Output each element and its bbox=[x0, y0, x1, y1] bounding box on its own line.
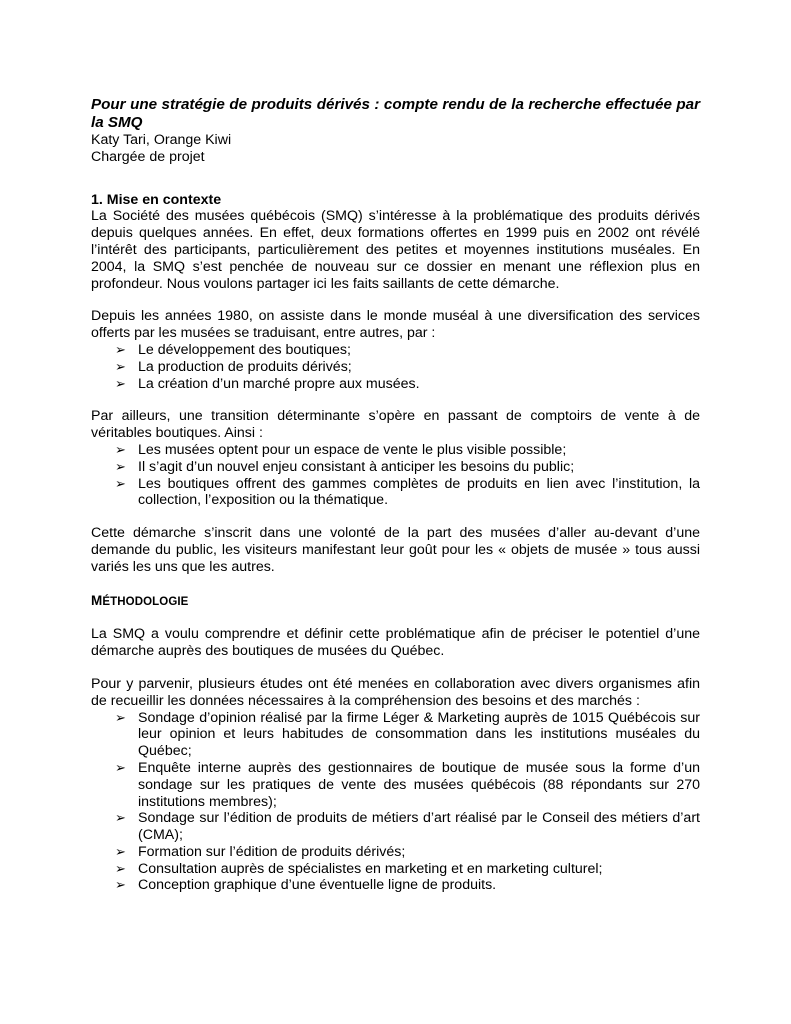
role-line: Chargée de projet bbox=[91, 148, 205, 165]
list-item: ➢ La création d’un marché propre aux musées. bbox=[115, 375, 420, 392]
services-list bbox=[91, 342, 700, 392]
arrowhead-bullet-icon: ➢ bbox=[115, 441, 126, 457]
list-item: ➢ La production de produits dérivés; bbox=[115, 358, 352, 375]
arrowhead-bullet-icon: ➢ bbox=[115, 341, 126, 357]
list-item: ➢ Les musées optent pour un espace de vente le plus visible possible; bbox=[115, 441, 567, 458]
list-item: ➢ Le développement des boutiques; bbox=[115, 341, 351, 358]
arrowhead-bullet-icon: ➢ bbox=[115, 759, 126, 775]
list-item: ➢ Consultation auprès de spécialistes en marketing et en marketing culturel; bbox=[115, 860, 603, 877]
methodology-paragraph-1: La SMQ a voulu comprendre et définir cette problématique afin de préciser le potentiel d’une démarche auprès des boutiques de musées du Québec. bbox=[91, 626, 700, 660]
context-paragraph-2: Depuis les années 1980, on assiste dans le monde muséal à une diversification des services offerts par les musées se traduisant, entre autres, par : bbox=[91, 308, 700, 342]
arrowhead-bullet-icon: ➢ bbox=[115, 709, 126, 725]
section-heading-methodology: MÉTHODOLOGIE bbox=[91, 592, 189, 608]
arrowhead-bullet-icon: ➢ bbox=[115, 843, 126, 859]
list-item: ➢ Enquête interne auprès des gestionnaires de boutique de musée sous la forme d’un sondage sur les pratiques de vente des musées québécois (88 répondants sur 270 institutions membres); bbox=[115, 759, 700, 810]
list-item: ➢ Il s’agit d’un nouvel enjeu consistant à anticiper les besoins du public; bbox=[115, 458, 575, 475]
arrowhead-bullet-icon: ➢ bbox=[115, 458, 126, 474]
list-item: ➢ Sondage d’opinion réalisé par la firme Léger & Marketing auprès de 1015 Québécois sur leur opinion et leurs habitudes de consommation dans les institutions muséales du Québec; bbox=[115, 709, 700, 760]
list-item: ➢ Les boutiques offrent des gammes complètes de produits en lien avec l’institution, la collection, l’exposition ou la thématique. bbox=[115, 475, 700, 509]
arrowhead-bullet-icon: ➢ bbox=[115, 358, 126, 374]
section-heading-context: 1. Mise en contexte bbox=[91, 191, 222, 208]
arrowhead-bullet-icon: ➢ bbox=[115, 810, 126, 826]
boutiques-list bbox=[91, 442, 700, 509]
list-item: ➢ Formation sur l’édition de produits dérivés; bbox=[115, 843, 406, 860]
context-paragraph-3: Par ailleurs, une transition déterminante s’opère en passant de comptoirs de vente à de véritables boutiques. Ainsi : bbox=[91, 408, 700, 442]
author-line: Katy Tari, Orange Kiwi bbox=[91, 132, 232, 148]
arrowhead-bullet-icon: ➢ bbox=[115, 877, 126, 893]
document-page bbox=[91, 96, 700, 894]
arrowhead-bullet-icon: ➢ bbox=[115, 375, 126, 391]
arrowhead-bullet-icon: ➢ bbox=[115, 475, 126, 491]
methodology-paragraph-2: Pour y parvenir, plusieurs études ont été menées en collaboration avec divers organismes afin de recueillir les données nécessaires à la compréhension des besoins et des marchés : bbox=[91, 675, 700, 709]
document-title: Pour une stratégie de produits dérivés : compte rendu de la recherche effectuée par la SMQ bbox=[91, 96, 700, 131]
context-paragraph-4: Cette démarche s’inscrit dans une volonté de la part des musées d’aller au-devant d’une demande du public, les visiteurs manifestant leur goût pour les « objets de musée » tous aussi variés les uns que les autres. bbox=[91, 525, 700, 575]
list-item: ➢ Conception graphique d’une éventuelle ligne de produits. bbox=[115, 877, 497, 894]
studies-list bbox=[91, 710, 700, 895]
list-item: ➢ Sondage sur l’édition de produits de métiers d’art réalisé par le Conseil des métiers d’art (CMA); bbox=[115, 810, 700, 844]
context-paragraph-1: La Société des musées québécois (SMQ) s’intéresse à la problématique des produits dérivés depuis quelques années. En effet, deux formations offertes en 1999 puis en 2002 ont révélé l’intérêt des participants, particulièrement des petites et moyennes institutions muséales. En 2004, la SMQ s’est penchée de nouveau sur ce dossier en menant une réflexion plus en profondeur. Nous voulons partager ici les faits saillants de cette démarche. bbox=[91, 208, 700, 292]
arrowhead-bullet-icon: ➢ bbox=[115, 860, 126, 876]
